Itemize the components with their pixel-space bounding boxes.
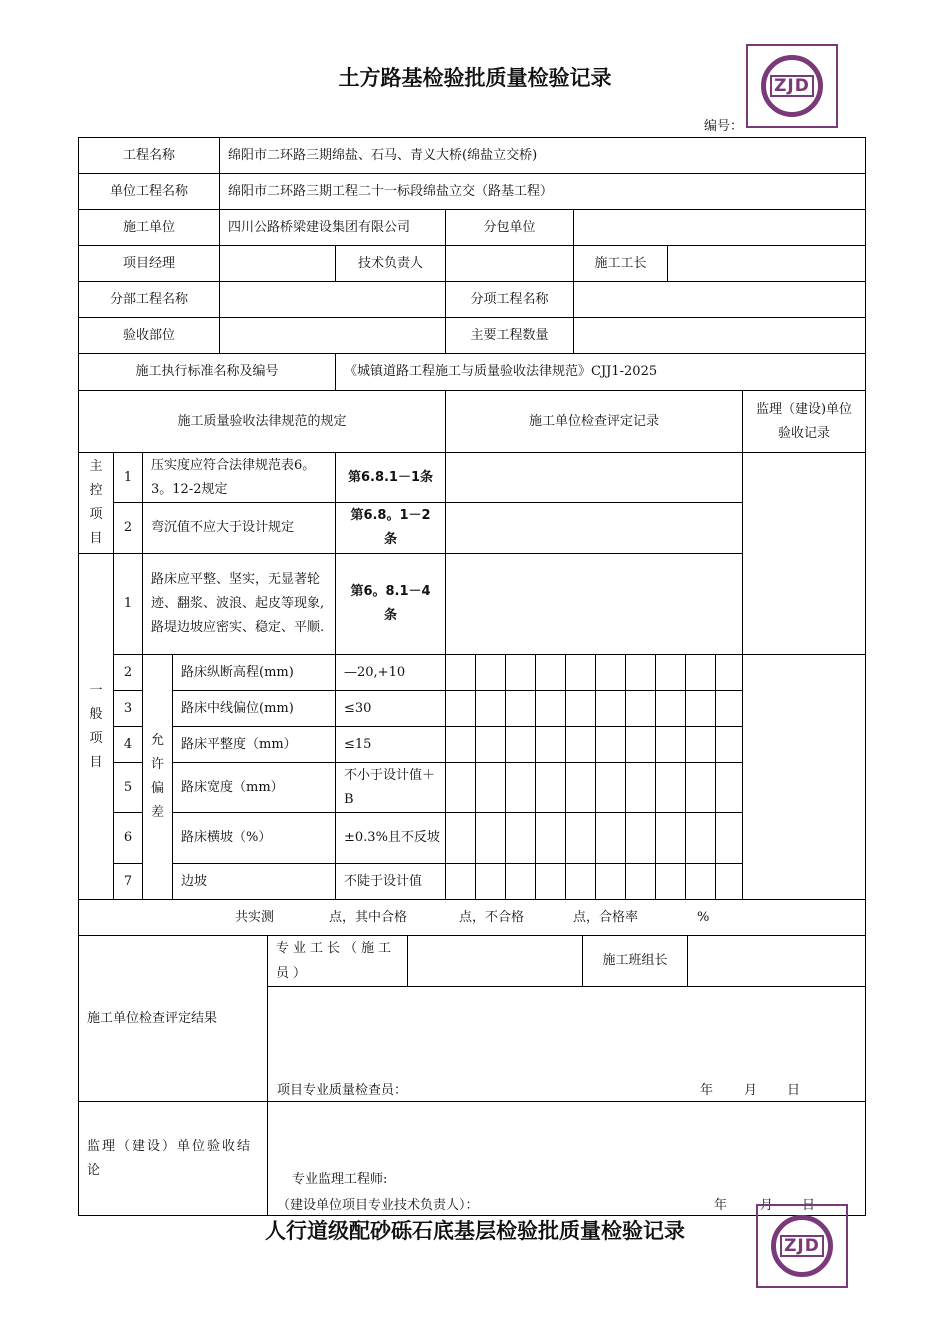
tolerance-item-3-value: ≤30 [335,690,446,727]
summary-text-1: 共实测 [235,909,275,925]
unit-project-label: 单位工程名称 [78,173,220,210]
supervisor-record-cell[interactable] [742,452,866,655]
measure-cell[interactable] [685,654,716,691]
measure-cell[interactable] [715,762,743,813]
logo-ring-icon [771,1215,833,1277]
measure-cell[interactable] [655,654,686,691]
tolerance-item-5-value: 不小于设计值＋B [335,762,446,813]
contractor-label: 施工单位 [78,209,220,246]
measure-cell[interactable] [595,726,626,763]
measure-cell[interactable] [595,812,626,864]
measure-cell[interactable] [505,812,536,864]
measure-cell[interactable] [505,762,536,813]
result-foreman-label: 专业工长（施工员） [267,935,408,987]
measure-cell[interactable] [715,726,743,763]
measure-cell[interactable] [505,726,536,763]
pm-label: 项目经理 [78,245,220,282]
measure-cell[interactable] [655,863,686,900]
measure-cell[interactable] [685,762,716,813]
supervision-month-label: 月 [760,1198,774,1213]
tolerance-item-2-value: —20,+10 [335,654,446,691]
main-item-2-no: 2 [113,502,143,554]
measure-cell[interactable] [625,690,656,727]
measure-cell[interactable] [565,762,596,813]
measure-cell[interactable] [565,863,596,900]
next-form-title: 人行道级配砂砾石底基层检验批质量检验记录 [265,1219,685,1243]
measure-cell[interactable] [715,812,743,864]
foreman-label: 施工工长 [573,245,668,282]
tolerance-item-7-value: 不陡于设计值 [335,863,446,900]
tolerance-item-2-no: 2 [113,654,143,691]
measure-cell[interactable] [445,654,476,691]
measure-cell[interactable] [685,863,716,900]
contractor-record-header: 施工单位检查评定记录 [445,390,743,453]
measure-cell[interactable] [625,863,656,900]
main-item-2-clause: 第6.8。1－2条 [335,502,446,554]
measure-cell[interactable] [565,690,596,727]
measure-cell[interactable] [505,863,536,900]
location-field[interactable] [219,317,446,354]
general-item-1-record[interactable] [445,553,743,655]
measure-cell[interactable] [595,762,626,813]
measure-cell[interactable] [685,812,716,864]
measure-cell[interactable] [535,812,566,864]
tolerance-item-7-no: 7 [113,863,143,900]
general-item-1-clause: 第6。8.1－4条 [335,553,446,655]
measure-cell[interactable] [655,690,686,727]
logo-ring-icon [761,55,823,117]
measure-cell[interactable] [625,654,656,691]
summary-text-5: % [697,909,710,925]
result-inspector-label: 项目专业质量检查员： [277,1083,408,1098]
quantity-field[interactable] [573,317,866,354]
form-title: 土方路基检验批质量检验记录 [338,66,612,90]
measure-cell[interactable] [445,762,476,813]
general-item-1-desc: 路床应平整、坚实，无显著轮迹、翻浆、波浪、起皮等现象,路堤边坡应密实、稳定、平顺. [142,553,336,655]
supervision-label: 监理（建设）单位验收结论 [78,1101,268,1216]
general-item-1-no: 1 [113,553,143,655]
contractor-field[interactable]: 四川公路桥梁建设集团有限公司 [219,209,446,246]
measure-cell[interactable] [565,812,596,864]
measure-cell[interactable] [685,690,716,727]
measure-cell[interactable] [505,654,536,691]
measure-cell[interactable] [535,762,566,813]
subitem-field[interactable] [573,281,866,318]
main-control-group-label: 主控项目 [78,452,114,554]
measure-cell[interactable] [535,863,566,900]
quantity-label: 主要工程数量 [445,317,574,354]
tolerance-item-5-no: 5 [113,762,143,813]
tech-lead-label: 技术负责人 [335,245,446,282]
supervisor-record-header: 监理（建设)单位验收记录 [742,390,866,453]
measure-cell[interactable] [445,690,476,727]
main-item-1-no: 1 [113,452,143,503]
tolerance-item-3-no: 3 [113,690,143,727]
result-year-label: 年 [700,1083,714,1098]
summary-text-4: 点，合格率 [573,909,639,925]
measure-cell[interactable] [655,812,686,864]
standard-label: 施工执行标准名称及编号 [78,353,336,391]
result-month-label: 月 [744,1083,758,1098]
standard-field[interactable]: 《城镇道路工程施工与质量验收法律规范》CJJ1-2025 [335,353,866,391]
general-group-label: 一般项目 [78,553,114,900]
serial-number-label: 编号： [704,119,744,134]
measure-cell[interactable] [475,812,506,864]
result-foreman-field[interactable] [407,935,583,987]
measure-cell[interactable] [655,726,686,763]
company-logo-2 [756,1204,848,1288]
project-name-label: 工程名称 [78,137,220,174]
summary-text-3: 点，不合格 [459,909,525,925]
measure-cell[interactable] [715,690,743,727]
measure-cell[interactable] [595,690,626,727]
tolerance-item-4-value: ≤15 [335,726,446,763]
measure-cell[interactable] [655,762,686,813]
measure-cell[interactable] [475,654,506,691]
tolerance-item-3-desc: 路床中线偏位(mm) [172,690,336,727]
logo-mark: ZJD [780,1235,824,1257]
summary-text-2: 点，其中合格 [329,909,408,925]
measure-cell[interactable] [445,726,476,763]
measure-cell[interactable] [715,863,743,900]
subcontractor-field[interactable] [573,209,866,246]
measure-cell[interactable] [475,863,506,900]
supervision-owner-label: （建设单位项目专业技术负责人）： [277,1198,479,1213]
tolerance-item-7-desc: 边坡 [172,863,336,900]
measure-cell[interactable] [505,690,536,727]
unit-project-field[interactable]: 绵阳市二环路三期工程二十一标段绵盐立交（路基工程） [219,173,866,210]
tolerance-item-6-desc: 路床横坡（%） [172,812,336,864]
tolerance-item-4-desc: 路床平整度（mm） [172,726,336,763]
measure-cell[interactable] [595,654,626,691]
measure-cell[interactable] [475,762,506,813]
subitem-label: 分项工程名称 [445,281,574,318]
main-item-2-desc: 弯沉值不应大于设计规定 [142,502,336,554]
supervision-day-label: 日 [802,1198,816,1213]
tolerance-item-6-value: ±0.3%且不反坡 [335,812,446,864]
main-item-2-record[interactable] [445,502,743,554]
foreman-field[interactable] [667,245,866,282]
measure-cell[interactable] [565,654,596,691]
measure-cell[interactable] [535,726,566,763]
result-team-leader-label: 施工班组长 [582,935,688,987]
project-name-field[interactable]: 绵阳市二环路三期绵盐、石马、青义大桥(绵盐立交桥) [219,137,866,174]
main-item-1-desc: 压实度应符合法律规范表6。3。12-2规定 [142,452,336,503]
summary-row [78,899,866,936]
supervision-engineer-label: 专业监理工程师: [292,1172,388,1187]
result-team-leader-field[interactable] [687,935,866,987]
tolerance-item-4-no: 4 [113,726,143,763]
measure-cell[interactable] [595,863,626,900]
measure-cell[interactable] [625,762,656,813]
company-logo [746,44,838,128]
subcontractor-label: 分包单位 [445,209,574,246]
measure-cell[interactable] [475,690,506,727]
supervisor-general-cell[interactable] [742,654,866,900]
measure-cell[interactable] [565,726,596,763]
measure-cell[interactable] [715,654,743,691]
measure-cell[interactable] [535,690,566,727]
tolerance-label: 允许偏差 [142,654,173,900]
spec-header: 施工质量验收法律规范的规定 [78,390,446,453]
main-item-1-record[interactable] [445,452,743,503]
main-item-1-clause: 第6.8.1－1条 [335,452,446,503]
supervision-year-label: 年 [714,1198,728,1213]
result-label: 施工单位检查评定结果 [78,935,268,1102]
measure-cell[interactable] [475,726,506,763]
measure-cell[interactable] [535,654,566,691]
tolerance-item-6-no: 6 [113,812,143,864]
location-label: 验收部位 [78,317,220,354]
division-label: 分部工程名称 [78,281,220,318]
measure-cell[interactable] [445,863,476,900]
division-field[interactable] [219,281,446,318]
logo-mark: ZJD [770,75,814,97]
tech-lead-field[interactable] [445,245,574,282]
measure-cell[interactable] [625,812,656,864]
tolerance-item-2-desc: 路床纵断高程(mm) [172,654,336,691]
measure-cell[interactable] [445,812,476,864]
measure-cell[interactable] [685,726,716,763]
measure-cell[interactable] [625,726,656,763]
result-day-label: 日 [787,1083,801,1098]
pm-field[interactable] [219,245,336,282]
tolerance-item-5-desc: 路床宽度（mm） [172,762,336,813]
